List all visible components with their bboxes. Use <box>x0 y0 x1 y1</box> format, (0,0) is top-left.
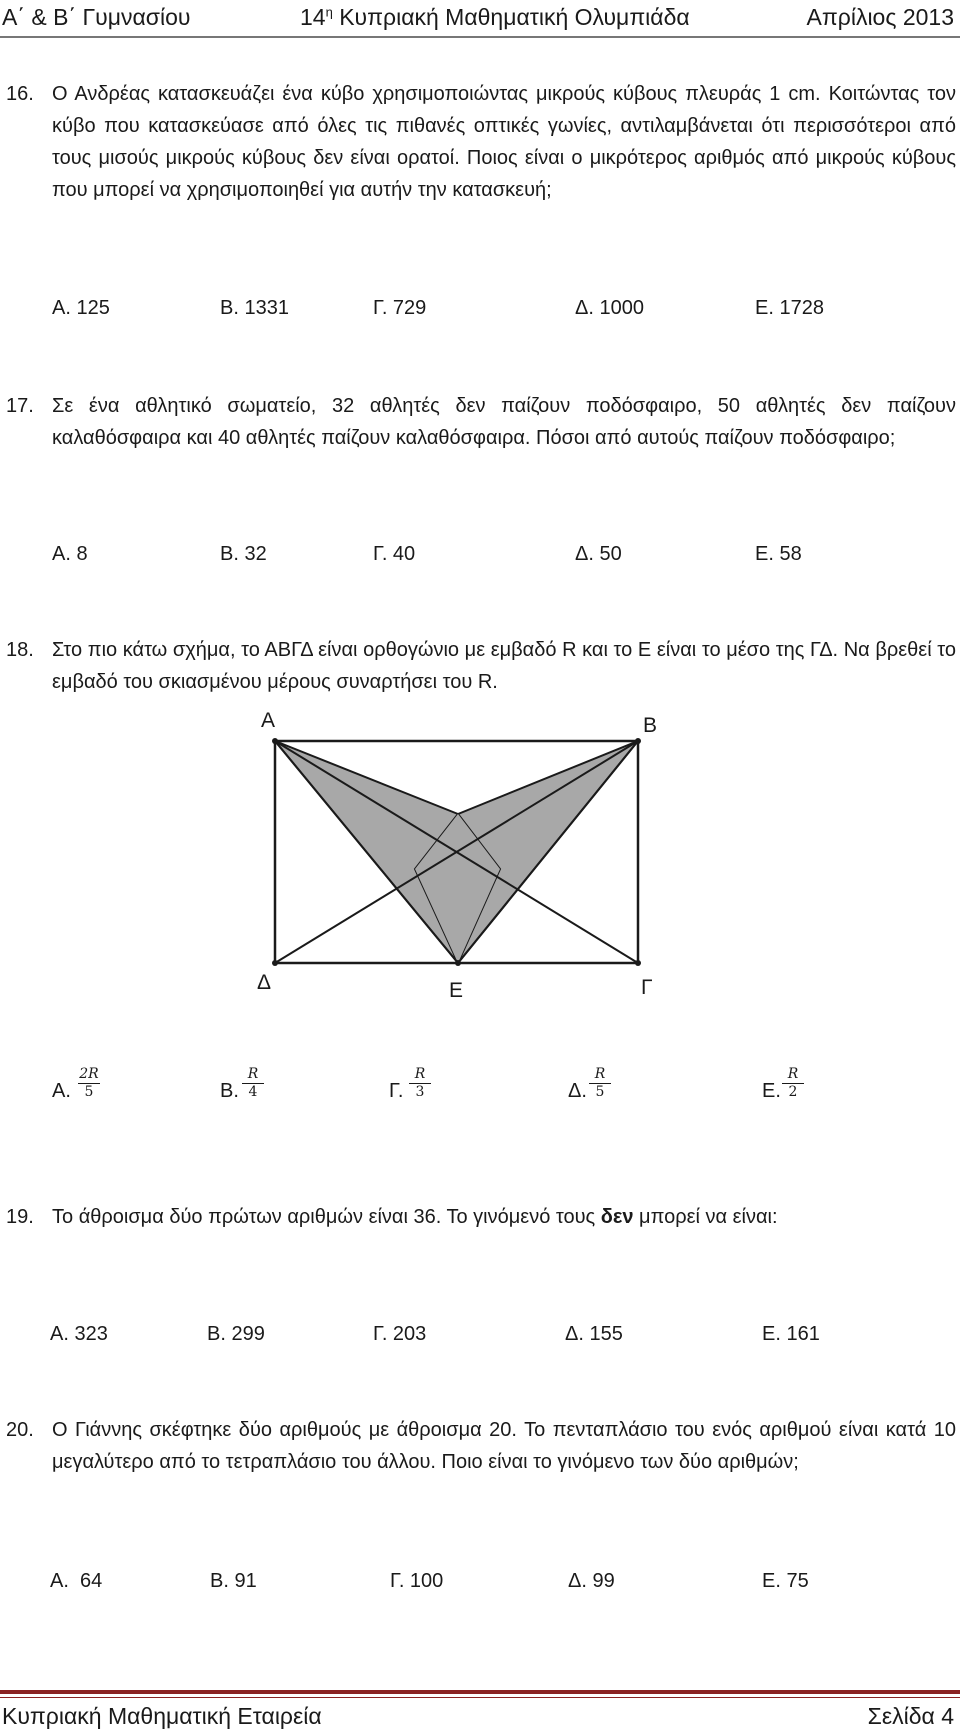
option-c: Γ. 40 <box>373 543 416 565</box>
denominator: 5 <box>84 1084 94 1100</box>
label-b: Β <box>643 714 658 737</box>
denominator: 5 <box>595 1084 605 1100</box>
footer-divider-thick <box>0 1690 960 1694</box>
fraction <box>782 1066 804 1101</box>
question-19-options <box>0 1323 960 1355</box>
denominator: 4 <box>248 1084 258 1100</box>
numerator: R <box>589 1066 611 1084</box>
fraction <box>409 1066 431 1101</box>
question-text-emphasis: δεν <box>600 1206 634 1228</box>
option-b: Β. 32 <box>220 543 267 565</box>
option-letter: Β. <box>220 1080 239 1102</box>
question-19 <box>6 1201 956 1233</box>
option-d: Δ. 99 <box>568 1570 615 1592</box>
question-number: 17. <box>6 395 34 417</box>
question-20-options <box>0 1570 960 1602</box>
option-a: Α. 8 <box>52 543 88 565</box>
option-letter: Α. <box>52 1080 71 1102</box>
footer-divider-thin <box>0 1697 960 1698</box>
vertex-a <box>272 738 278 744</box>
vertex-b <box>635 738 641 744</box>
option-b: Β. 91 <box>210 1570 257 1592</box>
question-text: Ο Γιάννης σκέφτηκε δύο αριθμούς με άθροισμα 20. Το πενταπλάσιο του ενός αριθμού είναι κατά 10 μεγαλύτερο από το τετραπλάσιο του άλλου. Ποιο είναι το γινόμενο των δύο αριθμών; <box>52 1419 956 1473</box>
fraction <box>589 1066 611 1101</box>
numerator: R <box>409 1066 431 1084</box>
option-c: Γ. 100 <box>390 1570 444 1592</box>
question-17-options <box>0 543 960 575</box>
vertex-d <box>272 960 278 966</box>
question-text: Ο Ανδρέας κατασκευάζει ένα κύβο χρησιμοποιώντας μικρούς κύβους πλευράς 1 cm. Κοιτώντας τον κύβο που κατασκεύασε από όλες τις πιθανές οπτικές γωνίες, αντιλαμβάνεται ότι περισσότεροι από τους μισούς μικρούς κύβους δεν είναι ορατοί. Ποιος είναι ο μικρότερος αριθμός από μικρούς κύβους που μπορεί να χρησιμοποιηθεί για αυτήν την κατασκευή; <box>52 83 956 201</box>
question-text: Στο πιο κάτω σχήμα, το ΑΒΓΔ είναι ορθογώνιο με εμβαδό R και το Ε είναι το μέσο της ΓΔ. Να βρεθεί το εμβαδό του σκιασμένου μέρους συναρτήσει του R. <box>52 639 956 693</box>
vertex-e <box>455 960 461 966</box>
question-text: Σε ένα αθλητικό σωματείο, 32 αθλητές δεν παίζουν ποδόσφαιρο, 50 αθλητές δεν παίζουν καλαθόσφαιρα και 40 αθλητές παίζουν καλαθόσφαιρα. Πόσοι από αυτούς παίζουν ποδόσφαιρο; <box>52 395 956 449</box>
question-17 <box>6 390 956 454</box>
numerator: 2R <box>79 1066 99 1082</box>
option-letter: Ε. <box>762 1080 781 1102</box>
question-16 <box>6 78 956 206</box>
question-text-end: μπορεί να είναι: <box>633 1206 778 1228</box>
footer-page-number: Σελίδα 4 <box>867 1703 954 1729</box>
fraction <box>242 1066 264 1101</box>
question-text-start: Το άθροισμα δύο πρώτων αριθμών είναι 36. Το γινόμενό τους <box>52 1206 601 1228</box>
option-letter: Γ. <box>389 1080 404 1102</box>
option-d: Δ. 155 <box>565 1323 623 1345</box>
option-c: Γ. 203 <box>373 1323 427 1345</box>
label-g: Γ <box>641 976 653 999</box>
header-ordinal-suffix: η <box>325 4 333 20</box>
option-d: Δ. 1000 <box>575 297 644 319</box>
fraction <box>78 1066 100 1101</box>
label-d: Δ <box>257 971 272 994</box>
option-letter: Δ. <box>568 1080 587 1102</box>
header-divider <box>0 36 960 38</box>
option-e: Ε. 161 <box>762 1323 820 1345</box>
option-a: Α. 64 <box>50 1570 103 1592</box>
vertex-g <box>635 960 641 966</box>
question-18 <box>6 634 956 698</box>
option-e: Ε. 75 <box>762 1570 809 1592</box>
label-a: Α <box>261 709 276 732</box>
option-e: Ε. 58 <box>755 543 802 565</box>
numerator: R <box>242 1066 264 1084</box>
question-text <box>52 1201 956 1233</box>
option-d: Δ. 50 <box>575 543 622 565</box>
question-16-options <box>0 297 960 329</box>
option-a: Α. 125 <box>52 297 110 319</box>
page-header <box>0 0 960 34</box>
question-20 <box>6 1414 956 1478</box>
header-competition-title <box>300 4 690 31</box>
header-date: Απρίλιος 2013 <box>806 4 954 30</box>
label-e: Ε <box>449 979 464 1002</box>
option-a: Α. 323 <box>50 1323 108 1345</box>
header-grade-label: Α΄ & Β΄ Γυμνασίου <box>2 4 191 30</box>
question-number: 19. <box>6 1206 34 1228</box>
numerator: R <box>782 1066 804 1084</box>
denominator: 2 <box>788 1084 798 1100</box>
rectangle-figure <box>245 705 665 1005</box>
footer-organization: Κυπριακή Μαθηματική Εταιρεία <box>2 1703 322 1729</box>
option-e: Ε. 1728 <box>755 297 824 319</box>
option-b: Β. 1331 <box>220 297 289 319</box>
header-competition-name: Κυπριακή Μαθηματική Ολυμπιάδα <box>332 4 690 30</box>
question-number: 16. <box>6 83 34 105</box>
question-number: 18. <box>6 639 34 661</box>
question-number: 20. <box>6 1419 34 1441</box>
option-b: Β. 299 <box>207 1323 265 1345</box>
option-c: Γ. 729 <box>373 297 427 319</box>
header-edition-number: 14 <box>300 4 326 30</box>
denominator: 3 <box>415 1084 425 1100</box>
